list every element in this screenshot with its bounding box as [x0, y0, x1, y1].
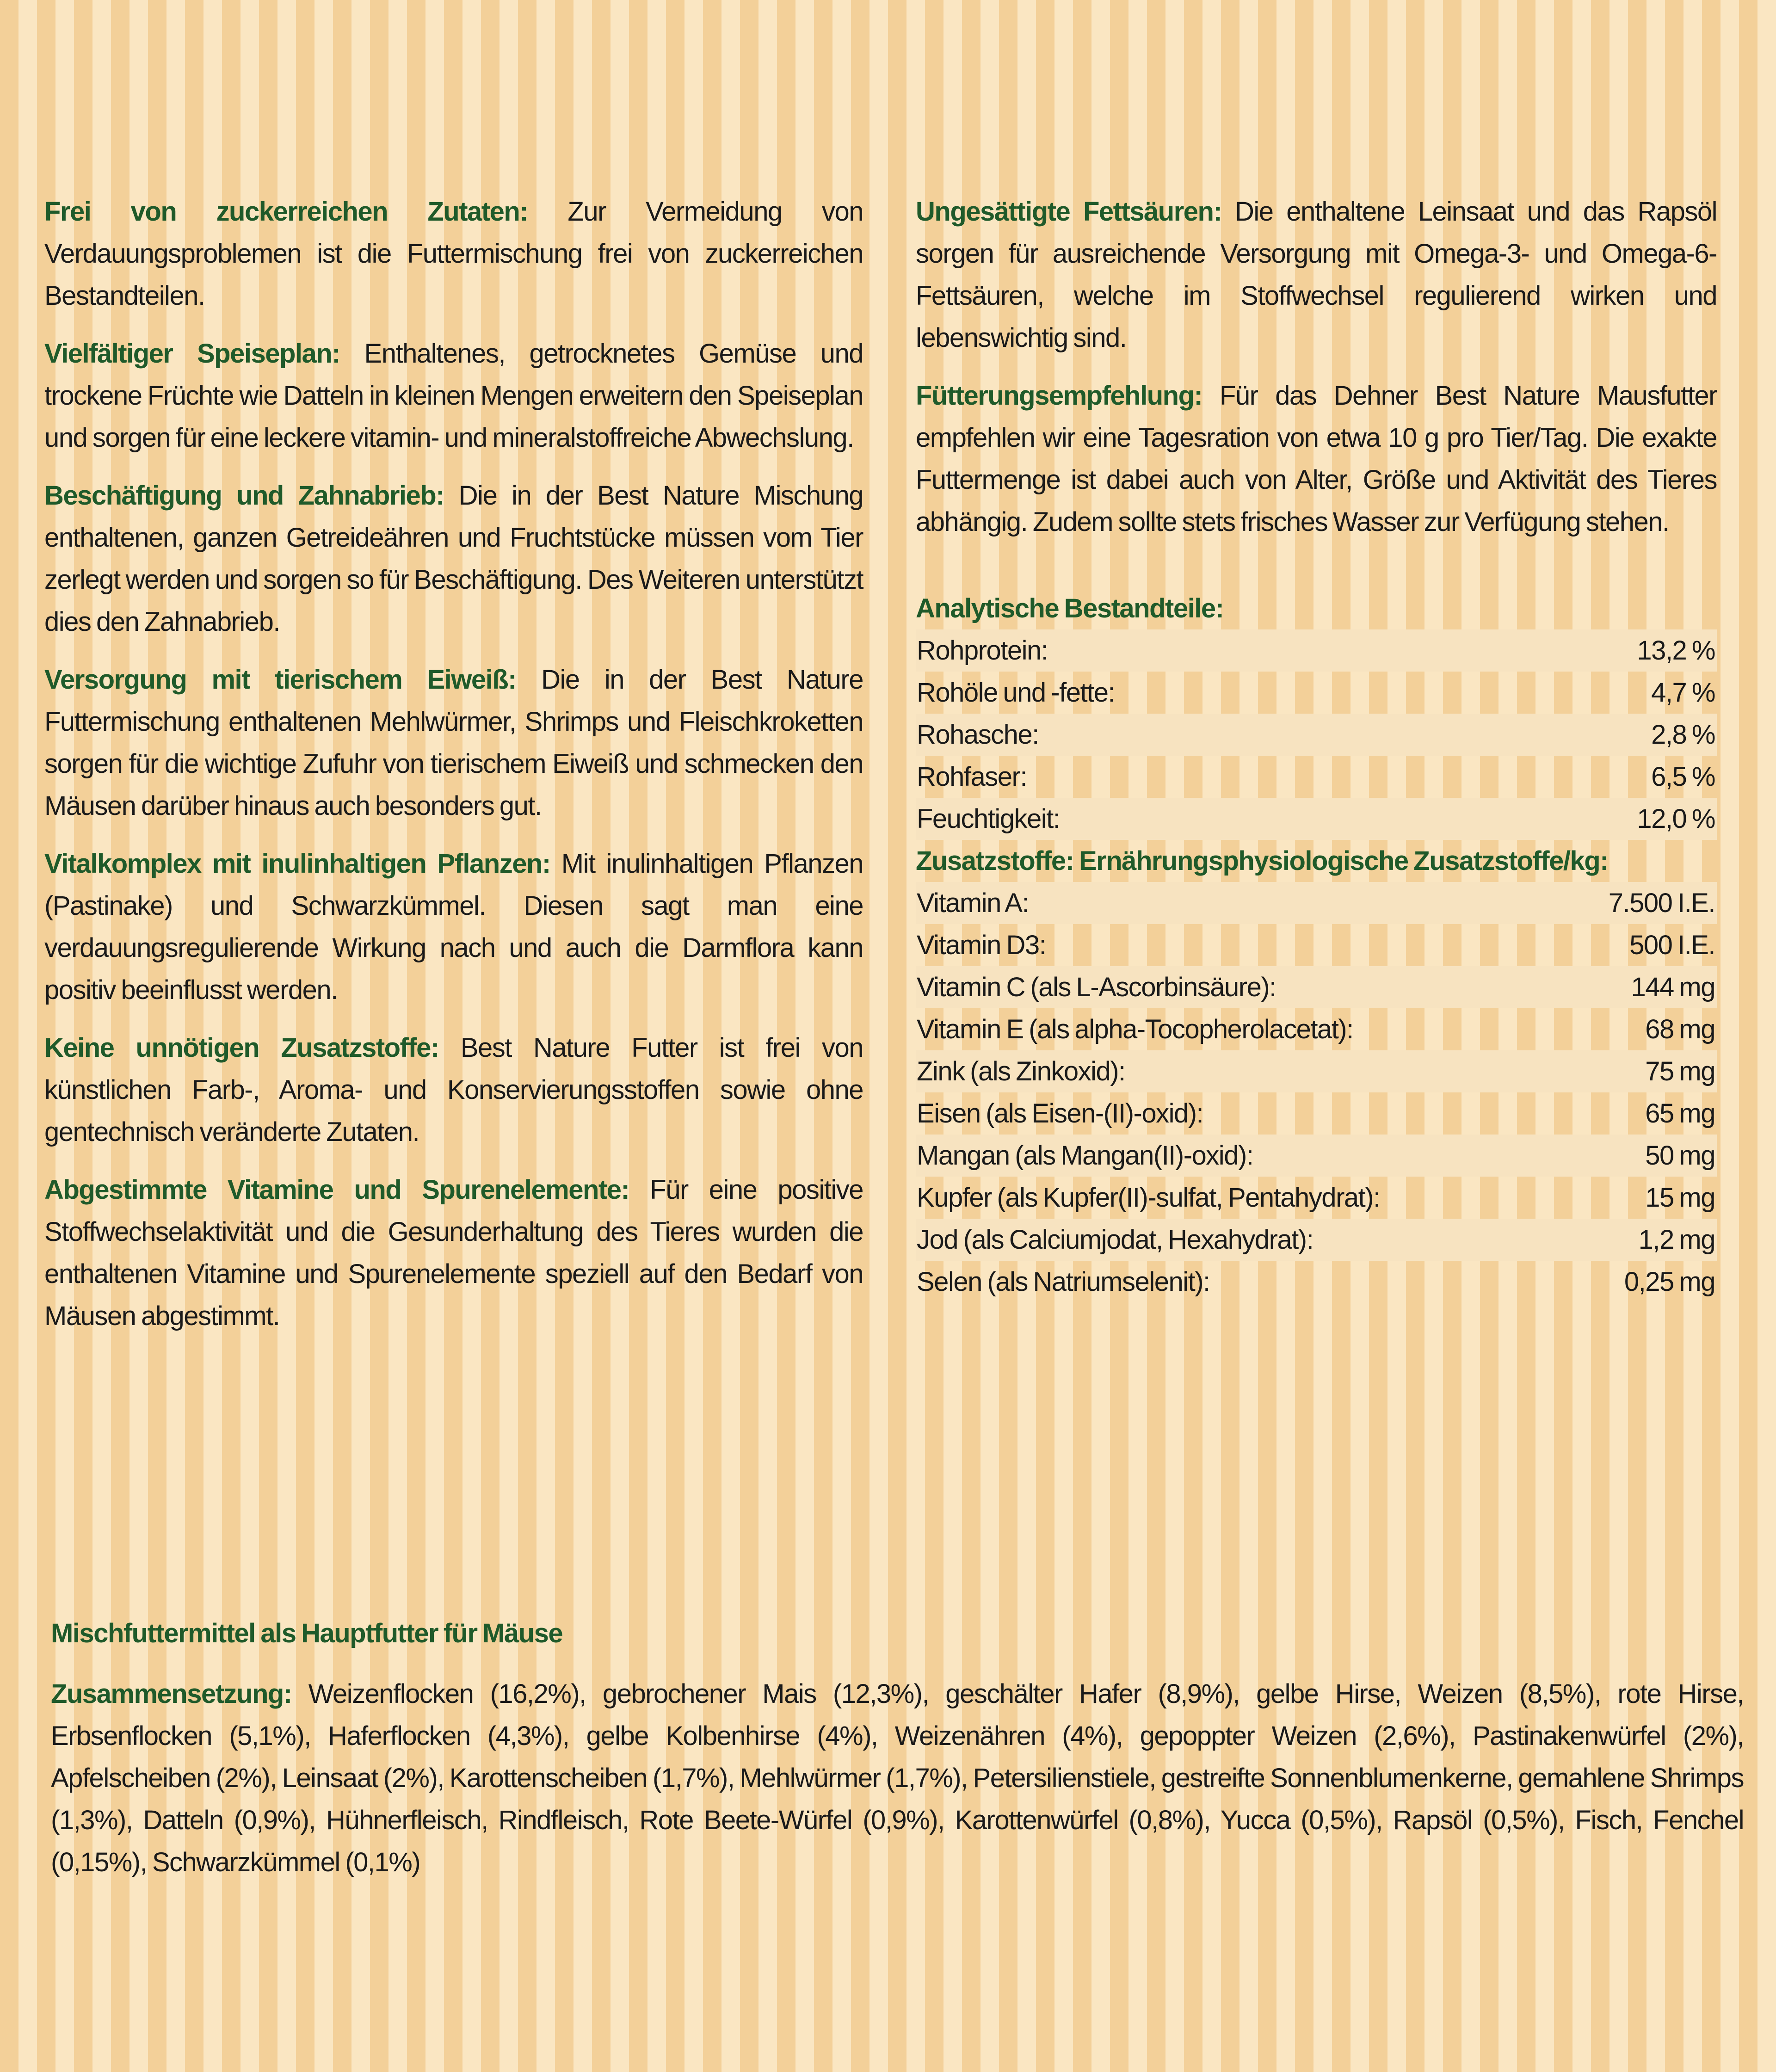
paragraph-text: Die in der Best Nature Futtermischung enthaltenen Mehlwürmer, Shrimps und Fleischkroketten sorgen für die wichtige Zufuhr von tierischem Eiweiß und schmecken den Mäusen darüber hinaus auch besonders gut.	[44, 665, 863, 821]
composition-text: Weizenflocken (16,2%), gebrochener Mais (12,3%), geschälter Hafer (8,9%), gelbe Hirse, Weizen (8,5%), rote Hirse, Erbsenflocken (5,1%), Haferflocken (4,3%), gelbe Kolbenhirse (4%), Weizenähren (4%), gepoppter Weizen (2,6%), Pastinakenwürfel (2%), Apfelscheiben (2%), Leinsaat (2%), Karottenscheiben (1,7%), Mehlwürmer (1,7%), Petersilienstiele, gestreifte Sonnenblumenkerne, gemahlene Shrimps (1,3%), Datteln (0,9%), Hühnerfleisch, Rindfleisch, Rote Beete-Würfel (0,9%), Karottenwürfel (0,8%), Yucca (0,5%), Rapsöl (0,5%), Fisch, Fenchel (0,15%), Schwarzkümmel (0,1%)	[51, 1679, 1744, 1877]
row-label: Feuchtigkeit:	[917, 804, 1060, 834]
row-label: Vitamin E (als alpha-Tocopherolacetat):	[917, 1014, 1353, 1044]
row-value: 12,0 %	[1637, 804, 1715, 834]
row-value: 75 mg	[1645, 1056, 1715, 1086]
row-label: Vitamin A:	[917, 888, 1029, 918]
row-value: 6,5 %	[1651, 762, 1715, 792]
paragraph-protein	[44, 659, 863, 827]
row-value: 2,8 %	[1651, 720, 1715, 750]
paragraph-text: Mit inulinhaltigen Pflanzen (Pastinake) und Schwarzkümmel. Diesen sagt man eine verdauungsregulierende Wirkung nach und auch die Darmflora kann positiv beeinflusst werden.	[44, 849, 863, 1005]
paragraph-text: Die in der Best Nature Mischung enthaltenen, ganzen Getreideähren und Fruchtstücke müssen vom Tier zerlegt werden und sorgen so für Beschäftigung. Des Weiteren unterstützt dies den Zahnabrieb.	[44, 481, 863, 637]
table-row	[916, 798, 1717, 840]
paragraph-heading: Fütterungsempfehlung:	[916, 381, 1202, 411]
table-row	[916, 924, 1717, 966]
row-value: 15 mg	[1645, 1183, 1715, 1213]
row-label: Zink (als Zinkoxid):	[917, 1056, 1125, 1086]
row-value: 7.500 I.E.	[1608, 888, 1715, 918]
composition-paragraph	[51, 1673, 1744, 1883]
paragraph-vitamins	[44, 1169, 863, 1337]
row-value: 13,2 %	[1637, 635, 1715, 666]
table-row	[916, 629, 1717, 672]
right-column	[916, 191, 1717, 1303]
composition-heading: Zusammensetzung:	[51, 1679, 292, 1709]
row-label: Mangan (als Mangan(II)-oxid):	[917, 1141, 1253, 1171]
row-value: 4,7 %	[1651, 678, 1715, 708]
product-type-title: Mischfuttermittel als Hauptfutter für Mäuse	[51, 1618, 563, 1648]
paragraph-text: Die enthaltene Leinsaat und das Rapsöl sorgen für ausreichende Versorgung mit Omega-3- und Omega-6-Fettsäuren, welche im Stoffwechsel regulierend wirken und lebenswichtig sind.	[916, 197, 1717, 353]
row-value: 144 mg	[1631, 972, 1715, 1002]
paragraph-text: Enthaltenes, getrocknetes Gemüse und trockene Früchte wie Datteln in kleinen Mengen erweitern den Speiseplan und sorgen für eine leckere vitamin- und mineralstoffreiche Abwechslung.	[44, 339, 863, 453]
analysis-title: Analytische Bestandteile:	[916, 593, 1224, 623]
paragraph-text: Zur Vermeidung von Verdauungsproblemen ist die Futtermischung frei von zuckerreichen Bestandteilen.	[44, 197, 863, 311]
row-label: Rohprotein:	[917, 635, 1048, 666]
paragraph-occupation	[44, 475, 863, 643]
table-row	[916, 1008, 1717, 1050]
paragraph-vital-complex	[44, 843, 863, 1011]
paragraph-diet	[44, 333, 863, 459]
paragraph-text: Best Nature Futter ist frei von künstlichen Farb-, Aroma- und Konservierungsstoffen sowie ohne gentechnisch veränderte Zutaten.	[44, 1033, 863, 1147]
row-label: Kupfer (als Kupfer(II)-sulfat, Pentahydrat):	[917, 1183, 1380, 1213]
paragraph-heading: Vitalkomplex mit inulinhaltigen Pflanzen:	[44, 849, 550, 879]
paragraph-sugar-free	[44, 191, 863, 317]
row-label: Eisen (als Eisen-(II)-oxid):	[917, 1098, 1203, 1128]
paragraph-heading: Vielfältiger Speiseplan:	[44, 339, 340, 369]
table-row	[916, 1135, 1717, 1177]
row-label: Selen (als Natriumselenit):	[917, 1267, 1210, 1297]
table-row	[916, 1261, 1717, 1303]
row-label: Vitamin C (als L-Ascorbinsäure):	[917, 972, 1276, 1002]
row-value: 65 mg	[1645, 1098, 1715, 1128]
table-row	[916, 966, 1717, 1008]
composition-section	[51, 1612, 1744, 1883]
paragraph-feeding-recommendation	[916, 375, 1717, 543]
paragraph-heading: Versorgung mit tierischem Eiweiß:	[44, 665, 516, 695]
paragraph-heading: Ungesättigte Fettsäuren:	[916, 197, 1222, 227]
paragraph-text: Für eine positive Stoffwechselaktivität und die Gesunderhaltung des Tieres wurden die enthaltenen Vitamine und Spurenelemente speziell auf den Bedarf von Mäusen abgestimmt.	[44, 1175, 863, 1331]
paragraph-heading: Beschäftigung und Zahnabrieb:	[44, 481, 444, 511]
row-label: Jod (als Calciumjodat, Hexahydrat):	[917, 1225, 1314, 1255]
left-column	[44, 191, 863, 1353]
paragraph-no-additives	[44, 1027, 863, 1153]
paragraph-fatty-acids	[916, 191, 1717, 359]
additives-title: Zusatzstoffe: Ernährungsphysiologische Zusatzstoffe/kg:	[916, 846, 1608, 876]
table-row	[916, 714, 1717, 756]
row-label: Rohöle und -fette:	[917, 678, 1115, 708]
table-row	[916, 756, 1717, 798]
table-row	[916, 1092, 1717, 1135]
row-label: Rohfaser:	[917, 762, 1027, 792]
row-label: Vitamin D3:	[917, 930, 1046, 960]
paragraph-heading: Abgestimmte Vitamine und Spurenelemente:	[44, 1175, 629, 1205]
paragraph-heading: Keine unnötigen Zusatzstoffe:	[44, 1033, 439, 1063]
paragraph-heading: Frei von zuckerreichen Zutaten:	[44, 197, 528, 227]
row-value: 68 mg	[1645, 1014, 1715, 1044]
row-value: 50 mg	[1645, 1141, 1715, 1171]
row-value: 500 I.E.	[1629, 930, 1715, 960]
paragraph-text: Für das Dehner Best Nature Mausfutter empfehlen wir eine Tagesration von etwa 10 g pro Tier/Tag. Die exakte Futtermenge ist dabei auch von Alter, Größe und Aktivität des Tieres abhängig. Zudem sollte stets frisches Wasser zur Verfügung stehen.	[916, 381, 1717, 537]
table-row	[916, 1219, 1717, 1261]
row-label: Rohasche:	[917, 720, 1039, 750]
row-value: 0,25 mg	[1624, 1267, 1715, 1297]
analysis-table	[916, 587, 1717, 1303]
table-row	[916, 672, 1717, 714]
row-value: 1,2 mg	[1638, 1225, 1715, 1255]
table-row	[916, 1177, 1717, 1219]
table-row	[916, 1050, 1717, 1092]
table-row	[916, 882, 1717, 924]
